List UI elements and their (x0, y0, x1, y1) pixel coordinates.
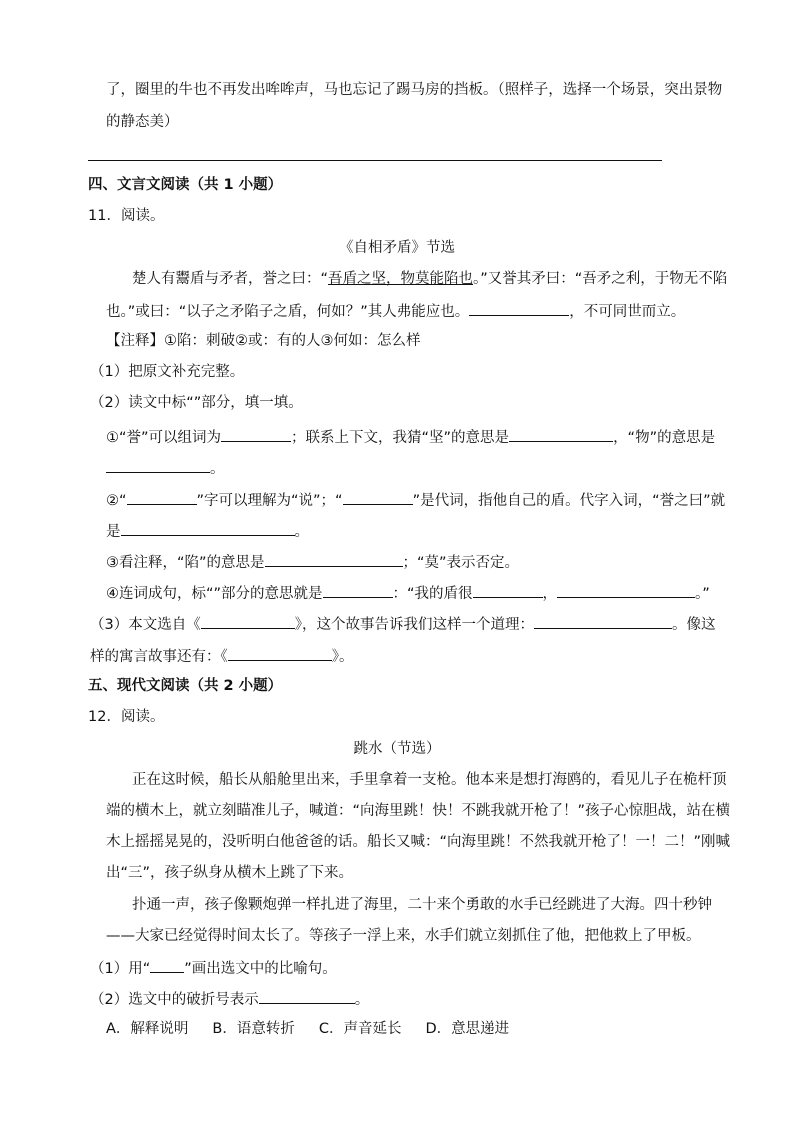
passage-title: 跳水（节选） (353, 741, 441, 757)
item-text: 是 (106, 524, 121, 540)
answer-line[interactable] (88, 160, 662, 161)
item-text: 》。 (331, 649, 354, 665)
blank-fill-in[interactable] (201, 613, 295, 629)
prev-text-line-2: 的静态美） (106, 114, 179, 130)
item-text: 。 (354, 992, 370, 1008)
passage-text: ，不可同世而立。 (569, 304, 686, 320)
passage-line-2 (106, 300, 685, 322)
option-b[interactable]: B．语意转折 (212, 1021, 295, 1037)
sub-question-2-item-1 (106, 426, 715, 448)
item-text: ：“我的盾很 (392, 586, 473, 602)
sub-question-2-item-2 (106, 489, 725, 511)
passage-line: 木上摇摇晃晃的，没听明白他爸爸的话。船长又喊：“向海里跳！不然我就开枪了！一！二！”刚喊 (106, 834, 731, 850)
option-a[interactable]: A．解释说明 (106, 1021, 189, 1037)
blank-fill-in[interactable] (121, 520, 295, 536)
item-text: （2）选文中的破折号表示 (90, 992, 259, 1008)
sub-question-2 (90, 988, 369, 1010)
sub-question-2-item-4 (106, 582, 710, 604)
passage-line: ——大家已经觉得时间太长了。等孩子一浮上来，水手们就立刻抓住了他，把他救上了甲板。 (106, 928, 701, 944)
item-text: （3）本文选自《 (90, 617, 201, 633)
passage-line: 出“三”，孩子纵身从横木上跳了下来。 (106, 865, 354, 881)
question-11-stem: 11．阅读。 (88, 208, 165, 224)
annotation-note: 【注释】①陷：刺破②或：有的人③何如：怎么样 (106, 333, 421, 349)
item-text: ④连词成句，标“”部分的意思就是 (106, 586, 323, 602)
blank-fill-in[interactable] (534, 613, 672, 629)
passage-text: 也。”或曰：“以子之矛陷子之盾，何如？”其人弗能应也。 (106, 304, 470, 320)
sub-question-2-item-1-cont (106, 457, 225, 479)
blank-fill-in[interactable] (265, 551, 403, 567)
item-text: 。像这 (671, 617, 716, 633)
item-text: ③看注释，“陷”的意思是 (106, 555, 265, 571)
choice-options (106, 1019, 533, 1039)
item-text: 。 (210, 461, 225, 477)
blank-fill-in[interactable] (323, 582, 393, 598)
item-text: ①“誉”可以组词为 (106, 430, 222, 446)
item-text: ”画出选文中的比喻句。 (184, 961, 337, 977)
blank-fill-in[interactable] (259, 988, 355, 1004)
sub-question-1: （1）把原文补充完整。 (90, 364, 245, 380)
blank-fill-in[interactable] (127, 489, 197, 505)
marked-sentence: 吾盾之坚，物莫能陷也 (328, 271, 474, 287)
item-text: ，“物”的意思是 (613, 430, 716, 446)
item-text: （1）用“ (90, 961, 151, 977)
prev-text-line-1: 了，圈里的牛也不再发出哞哞声，马也忘记了踢马房的挡板。（照样子，选择一个场景，突出景物 (106, 82, 723, 98)
blank-fill-in[interactable] (221, 426, 291, 442)
item-text: 样的寓言故事还有：《 (90, 649, 228, 665)
passage-text: 。”又誉其矛曰：“吾矛之利，于物无不陷 (473, 271, 728, 287)
blank-fill-in[interactable] (509, 426, 613, 442)
question-12-stem: 12．阅读。 (88, 709, 165, 725)
sub-question-3 (90, 613, 715, 635)
blank-fill-in[interactable] (557, 582, 695, 598)
sub-question-1 (90, 957, 337, 979)
passage-line: 端的横木上，就立刻瞄准儿子，喊道：“向海里跳！快！不跳我就开枪了！”孩子心惊胆战，站在横 (106, 803, 731, 819)
blank-fill-in[interactable] (106, 457, 210, 473)
section-4-heading: 四、文言文阅读（共 1 小题） (88, 177, 283, 193)
item-text: ②“ (106, 493, 127, 509)
passage-title: 《自相矛盾》节选 (339, 240, 455, 256)
blank-fill-in[interactable] (228, 645, 332, 661)
passage-line: 正在这时候，船长从船舱里出来，手里拿着一支枪。他本来是想打海鸥的，看见儿子在桅杆顶 (132, 772, 727, 788)
item-text: ；“莫”表示否定。 (402, 555, 520, 571)
blank-fill-in[interactable] (473, 582, 543, 598)
item-text: ；联系上下文，我猜“坚”的意思是 (291, 430, 510, 446)
sub-question-2-item-2-cont (106, 520, 309, 542)
passage-line-1 (132, 269, 727, 289)
passage-text: 楚人有鬻盾与矛者，誉之曰：“ (132, 271, 329, 287)
section-5-heading: 五、现代文阅读（共 2 小题） (88, 678, 283, 694)
sub-question-2-item-3 (106, 551, 519, 573)
item-text: ”是代词，指他自己的盾。代字入词，“誉之曰”就 (412, 493, 726, 509)
option-d[interactable]: D．意思递进 (425, 1021, 510, 1037)
blank-fill-in[interactable] (469, 300, 569, 316)
passage-line: 扑通一声，孩子像颗炮弹一样扎进了海里，二十来个勇敢的水手已经跳进了大海。四十秒钟 (132, 897, 712, 913)
underline-sample (150, 957, 184, 973)
item-text: 。” (695, 586, 710, 602)
item-text: ， (542, 586, 558, 602)
sub-question-3-cont (90, 645, 354, 667)
item-text: ”字可以理解为“说”；“ (196, 493, 343, 509)
item-text: 。 (294, 524, 309, 540)
blank-fill-in[interactable] (343, 489, 413, 505)
item-text: 》，这个故事告诉我们这样一个道理： (294, 617, 534, 633)
sub-question-2: （2）读文中标“”部分，填一填。 (90, 395, 303, 411)
option-c[interactable]: C．声音延长 (318, 1021, 402, 1037)
